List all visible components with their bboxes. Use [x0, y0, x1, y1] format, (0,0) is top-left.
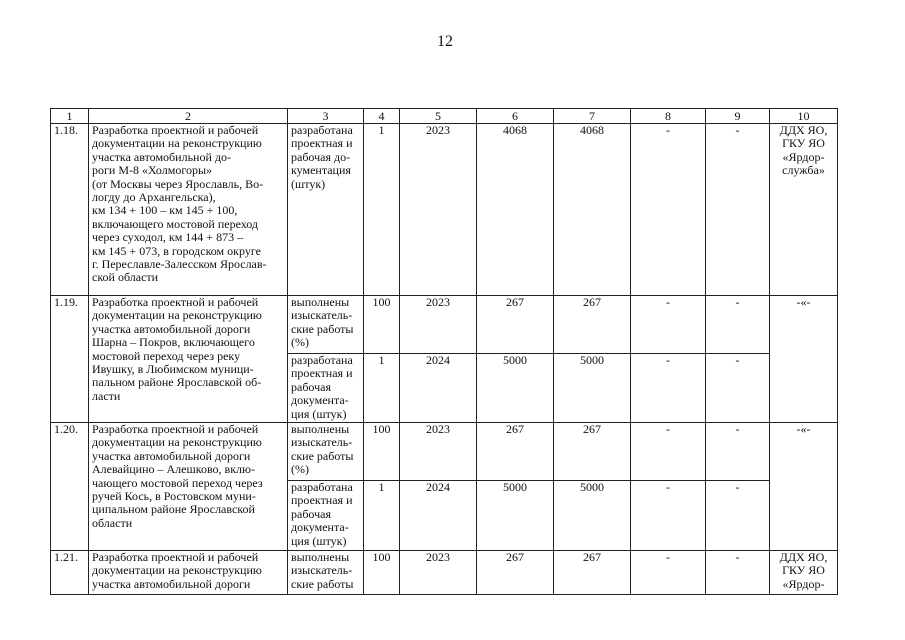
- item-description: Разработка проектной и рабочей документации на реконструкцию участка автомобильной до- роги М-8 «Холмогоры» (от Москвы через Ярославль, Во- логду до Архангельска), км 134 + 100 – км 145 + 100, включающего мостовой переход через суходол, км 144 + 873 – км 145 + 073, в городском округе г. Переславле-Залесском Ярослав- ской области: [89, 124, 288, 296]
- year: 2024: [400, 481, 477, 551]
- item-description: Разработка проектной и рабочей документации на реконструкцию участка автомобильной дороги Шарна – Покров, включающего мостовой переход через реку Ивушку, в Любимском муници- пальном районе Ярославской об- ласти: [89, 296, 288, 423]
- amount-col9: -: [706, 551, 770, 595]
- amount-col7: 267: [554, 551, 631, 595]
- amount-col6: 5000: [477, 354, 554, 423]
- table-row: [51, 124, 838, 296]
- amount-col7: 267: [554, 296, 631, 354]
- amount-col6: 267: [477, 296, 554, 354]
- amount-col7: 4068: [554, 124, 631, 296]
- item-description: Разработка проектной и рабочей документации на реконструкцию участка автомобильной дороги Алевайцино – Алешково, вклю- чающего мостовой переход через ручей Кось, в Ростовском муни- ципальном районе Ярославской области: [89, 423, 288, 551]
- indicator-name: разработана проектная и рабочая до- кументация (штук): [288, 124, 364, 296]
- indicator-name: выполнены изыскатель- ские работы: [288, 551, 364, 595]
- amount-col6: 5000: [477, 481, 554, 551]
- amount-col6: 267: [477, 551, 554, 595]
- indicator-value: 1: [364, 354, 400, 423]
- table-row: [51, 551, 838, 595]
- column-number: 4: [364, 109, 400, 124]
- item-number: 1.19.: [51, 296, 89, 423]
- column-number-row: [51, 109, 838, 124]
- amount-col8: -: [631, 423, 706, 481]
- item-number: 1.21.: [51, 551, 89, 595]
- amount-col8: -: [631, 296, 706, 354]
- indicator-value: 100: [364, 296, 400, 354]
- amount-col9: -: [706, 124, 770, 296]
- amount-col8: -: [631, 481, 706, 551]
- year: 2024: [400, 354, 477, 423]
- indicator-name: выполнены изыскатель- ские работы (%): [288, 296, 364, 354]
- indicator-value: 100: [364, 423, 400, 481]
- column-number: 9: [706, 109, 770, 124]
- indicator-name: разработана проектная и рабочая документа- ция (штук): [288, 354, 364, 423]
- column-number: 6: [477, 109, 554, 124]
- item-description: Разработка проектной и рабочей документации на реконструкцию участка автомобильной дороги: [89, 551, 288, 595]
- column-number: 10: [770, 109, 838, 124]
- indicator-value: 1: [364, 124, 400, 296]
- column-number: 3: [288, 109, 364, 124]
- executor: ДДХ ЯО, ГКУ ЯО «Ярдор- служба»: [770, 124, 838, 296]
- executor: ДДХ ЯО, ГКУ ЯО «Ярдор-: [770, 551, 838, 595]
- table-row: [51, 296, 838, 354]
- column-number: 7: [554, 109, 631, 124]
- year: 2023: [400, 124, 477, 296]
- year: 2023: [400, 551, 477, 595]
- item-number: 1.18.: [51, 124, 89, 296]
- amount-col6: 267: [477, 423, 554, 481]
- indicator-value: 1: [364, 481, 400, 551]
- column-number: 2: [89, 109, 288, 124]
- amount-col9: -: [706, 423, 770, 481]
- amount-col8: -: [631, 551, 706, 595]
- amount-col7: 267: [554, 423, 631, 481]
- amount-col8: -: [631, 354, 706, 423]
- amount-col7: 5000: [554, 354, 631, 423]
- amount-col9: -: [706, 481, 770, 551]
- indicator-value: 100: [364, 551, 400, 595]
- year: 2023: [400, 423, 477, 481]
- item-number: 1.20.: [51, 423, 89, 551]
- year: 2023: [400, 296, 477, 354]
- amount-col8: -: [631, 124, 706, 296]
- page-number: 12: [437, 33, 453, 50]
- executor: -«-: [770, 296, 838, 423]
- table-row: [51, 423, 838, 481]
- executor: -«-: [770, 423, 838, 551]
- amount-col6: 4068: [477, 124, 554, 296]
- amount-col7: 5000: [554, 481, 631, 551]
- indicator-name: разработана проектная и рабочая документа- ция (штук): [288, 481, 364, 551]
- amount-col9: -: [706, 354, 770, 423]
- column-number: 5: [400, 109, 477, 124]
- indicator-name: выполнены изыскатель- ские работы (%): [288, 423, 364, 481]
- measures-table: [50, 108, 838, 595]
- column-number: 8: [631, 109, 706, 124]
- amount-col9: -: [706, 296, 770, 354]
- column-number: 1: [51, 109, 89, 124]
